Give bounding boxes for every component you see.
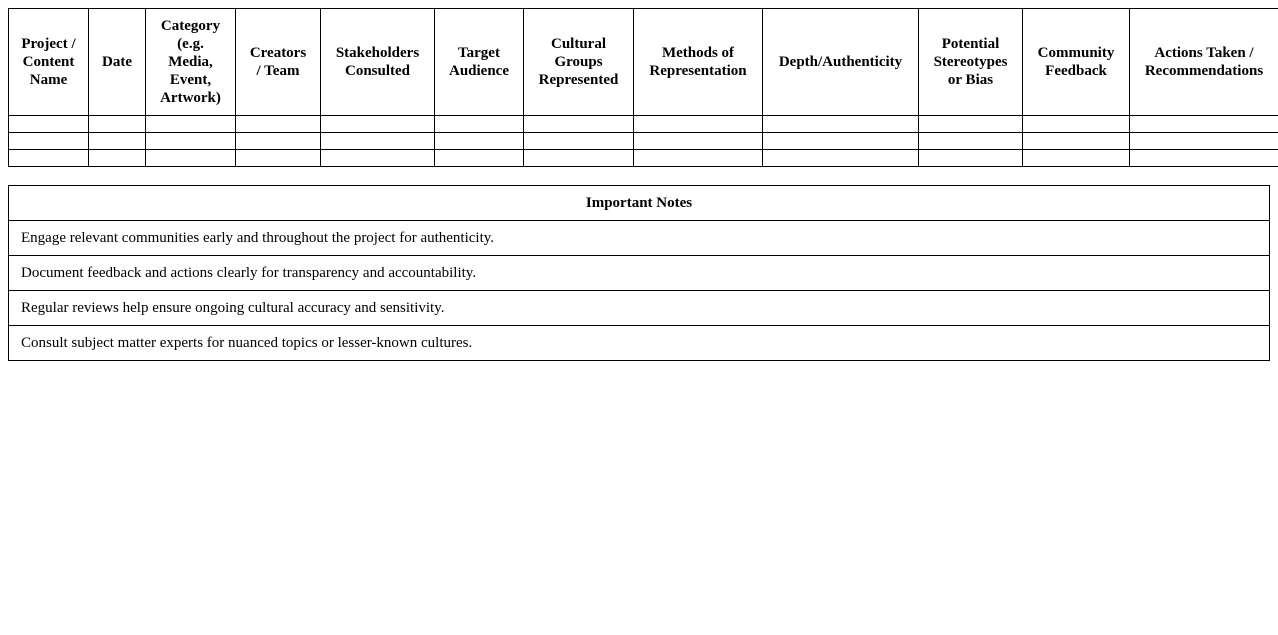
table-cell[interactable]: [435, 116, 524, 133]
table-row: [9, 116, 1278, 133]
notes-header-row: [9, 186, 1270, 221]
table-cell[interactable]: [1130, 150, 1278, 167]
note-text: Engage relevant communities early and throughout the project for authenticity.: [9, 221, 1270, 256]
table-cell[interactable]: [146, 116, 236, 133]
important-notes-table: [8, 185, 1270, 361]
column-header-project-name: Project / Content Name: [9, 9, 89, 116]
table-cell[interactable]: [236, 116, 321, 133]
notes-title: Important Notes: [9, 186, 1270, 221]
table-cell[interactable]: [919, 116, 1023, 133]
note-text: Regular reviews help ensure ongoing cultural accuracy and sensitivity.: [9, 291, 1270, 326]
column-header-methods: Methods of Representation: [634, 9, 763, 116]
table-cell[interactable]: [435, 133, 524, 150]
list-item: [9, 291, 1270, 326]
column-header-date: Date: [89, 9, 146, 116]
table-cell[interactable]: [236, 133, 321, 150]
column-header-actions: Actions Taken / Recommendations: [1130, 9, 1278, 116]
table-cell[interactable]: [634, 150, 763, 167]
table-cell[interactable]: [763, 116, 919, 133]
table-cell[interactable]: [146, 150, 236, 167]
table-row: [9, 150, 1278, 167]
table-cell[interactable]: [1023, 116, 1130, 133]
column-header-creators: Creators / Team: [236, 9, 321, 116]
column-header-cultural-groups: Cultural Groups Represented: [524, 9, 634, 116]
column-header-stereotypes-bias: Potential Stereotypes or Bias: [919, 9, 1023, 116]
table-cell[interactable]: [321, 133, 435, 150]
table-cell[interactable]: [9, 150, 89, 167]
review-tracker-table: [8, 8, 1278, 167]
table-cell[interactable]: [1130, 116, 1278, 133]
table-cell[interactable]: [919, 133, 1023, 150]
table-row: [9, 133, 1278, 150]
table-cell[interactable]: [435, 150, 524, 167]
table-cell[interactable]: [9, 133, 89, 150]
table-cell[interactable]: [634, 116, 763, 133]
table-cell[interactable]: [321, 150, 435, 167]
table-cell[interactable]: [89, 133, 146, 150]
table-cell[interactable]: [524, 133, 634, 150]
table-cell[interactable]: [524, 116, 634, 133]
list-item: [9, 221, 1270, 256]
list-item: [9, 256, 1270, 291]
note-text: Document feedback and actions clearly for transparency and accountability.: [9, 256, 1270, 291]
table-cell[interactable]: [89, 116, 146, 133]
column-header-target-audience: Target Audience: [435, 9, 524, 116]
table-cell[interactable]: [236, 150, 321, 167]
table-cell[interactable]: [1023, 150, 1130, 167]
table-cell[interactable]: [763, 150, 919, 167]
column-header-stakeholders: Stakeholders Consulted: [321, 9, 435, 116]
table-cell[interactable]: [524, 150, 634, 167]
column-header-category: Category (e.g. Media, Event, Artwork): [146, 9, 236, 116]
table-cell[interactable]: [919, 150, 1023, 167]
table-cell[interactable]: [321, 116, 435, 133]
table-cell[interactable]: [1130, 133, 1278, 150]
table-cell[interactable]: [89, 150, 146, 167]
header-row: [9, 9, 1278, 116]
table-cell[interactable]: [9, 116, 89, 133]
list-item: [9, 326, 1270, 361]
table-cell[interactable]: [1023, 133, 1130, 150]
column-header-community-feedback: Community Feedback: [1023, 9, 1130, 116]
column-header-depth-authenticity: Depth/Authenticity: [763, 9, 919, 116]
table-cell[interactable]: [146, 133, 236, 150]
table-cell[interactable]: [763, 133, 919, 150]
table-cell[interactable]: [634, 133, 763, 150]
note-text: Consult subject matter experts for nuanced topics or lesser-known cultures.: [9, 326, 1270, 361]
